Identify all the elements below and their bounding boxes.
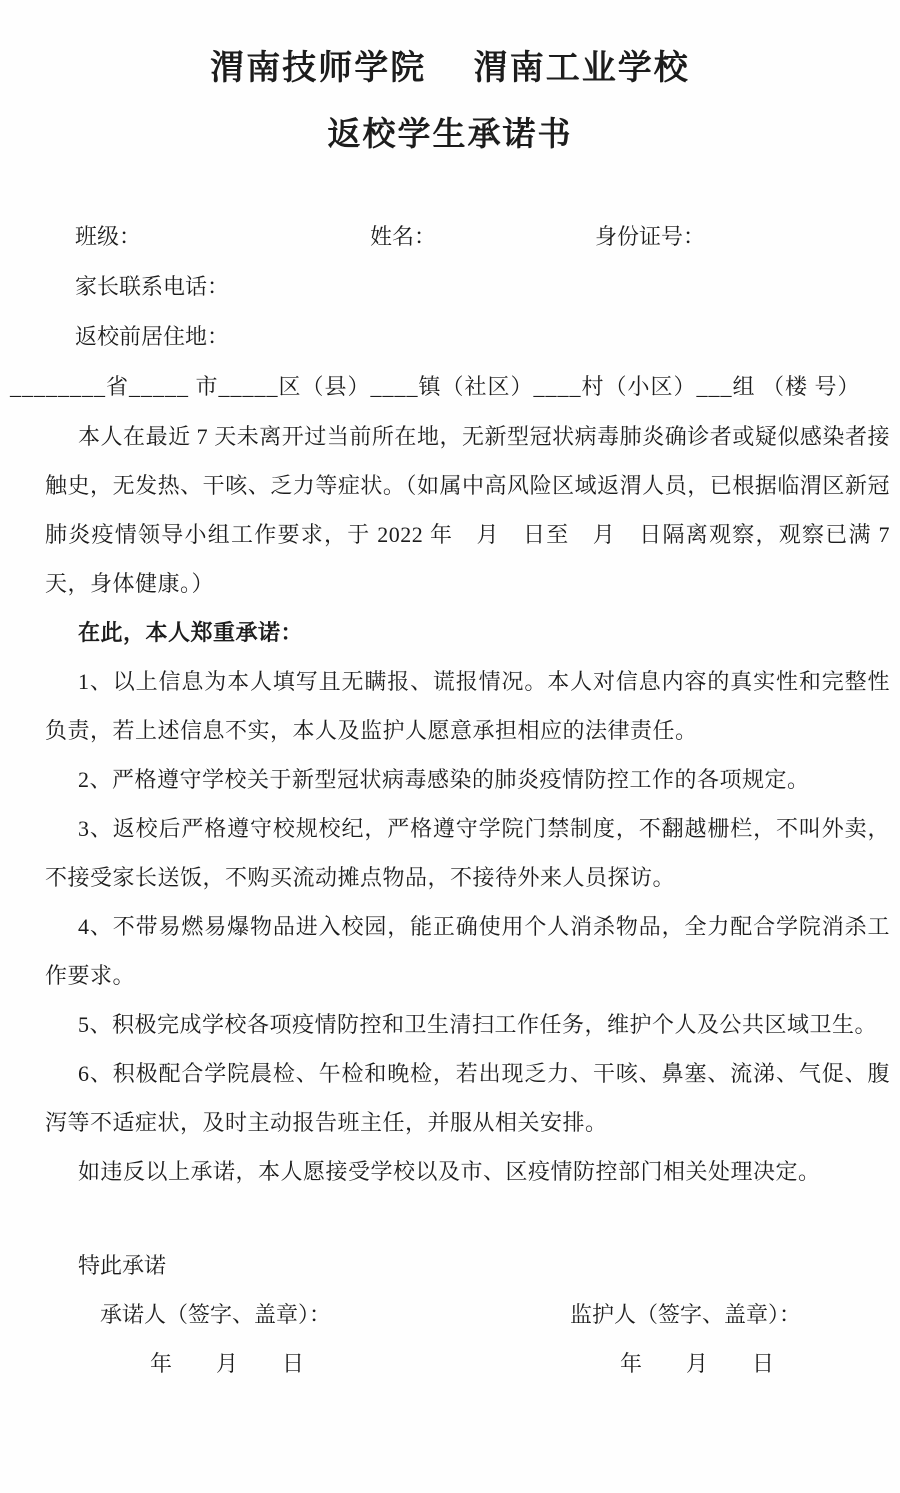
promise-heading: 在此，本人郑重承诺： [78,620,304,645]
parent-phone-row [45,262,890,312]
promise-item-4: 4、不带易燃易爆物品进入校园，能正确使用个人消杀物品，全力配合学院消杀工作要求。 [45,914,890,988]
health-declaration-paragraph: 本人在最近 7 天未离开过当前所在地，无新型冠状病毒肺炎确诊者或疑似感染者接触史，无发热、干咳、乏力等症状。（如属中高风险区域返渭人员，已根据临渭区新冠肺炎疫情领导小组工作要求，于 2022 年 月 日至 月 日隔离观察，观察已满 7 天，身体健康。） [45,424,890,596]
document-title: 返校学生承诺书 [327,115,573,152]
promise-item-1: 1、以上信息为本人填写且无瞒报、谎报情况。本人对信息内容的真实性和完整性负责，若上述信息不实，本人及监护人愿意承担相应的法律责任。 [45,669,890,743]
signature-labels-row [45,1290,890,1339]
violation-clause: 如违反以上承诺，本人愿接受学校以及市、区疫情防控部门相关处理决定。 [78,1159,821,1184]
guardian-signature-label: 监护人（签字、盖章）： [570,1302,802,1327]
address-blank-line: ________省_____ 市_____区（县）____镇（社区）____村（小区）___组 （楼 号） [10,374,861,399]
document-title-schools: 渭南技师学院 渭南工业学校 [210,49,690,87]
promise-item-5: 5、积极完成学校各项疫情防控和卫生清扫工作任务，维护个人及公共区域卫生。 [78,1012,878,1037]
residence-label: 返校前居住地： [75,324,230,349]
promise-item-2: 2、严格遵守学校关于新型冠状病毒感染的肺炎疫情防控工作的各项规定。 [78,767,810,792]
parent-phone-label: 家长联系电话： [75,274,230,299]
name-label: 姓名： [370,224,437,249]
student-info-row [45,212,890,262]
class-label: 班级： [75,224,142,249]
residence-row [45,312,890,362]
signature-dates-row [45,1339,890,1388]
id-number-label: 身份证号： [595,224,706,249]
promisor-date-line: 年 月 日 [150,1351,305,1376]
promise-item-6: 6、积极配合学院晨检、午检和晚检，若出现乏力、干咳、鼻塞、流涕、气促、腹泻等不适症状，及时主动报告班主任，并服从相关安排。 [45,1061,890,1135]
guardian-date-line: 年 月 日 [620,1351,775,1376]
closing-statement: 特此承诺 [78,1253,167,1278]
promisor-signature-label: 承诺人（签字、盖章）： [100,1302,332,1327]
promise-item-3: 3、返校后严格遵守校规校纪，严格遵守学院门禁制度，不翻越栅栏，不叫外卖，不接受家长送饭，不购买流动摊点物品，不接待外来人员探访。 [45,816,890,890]
